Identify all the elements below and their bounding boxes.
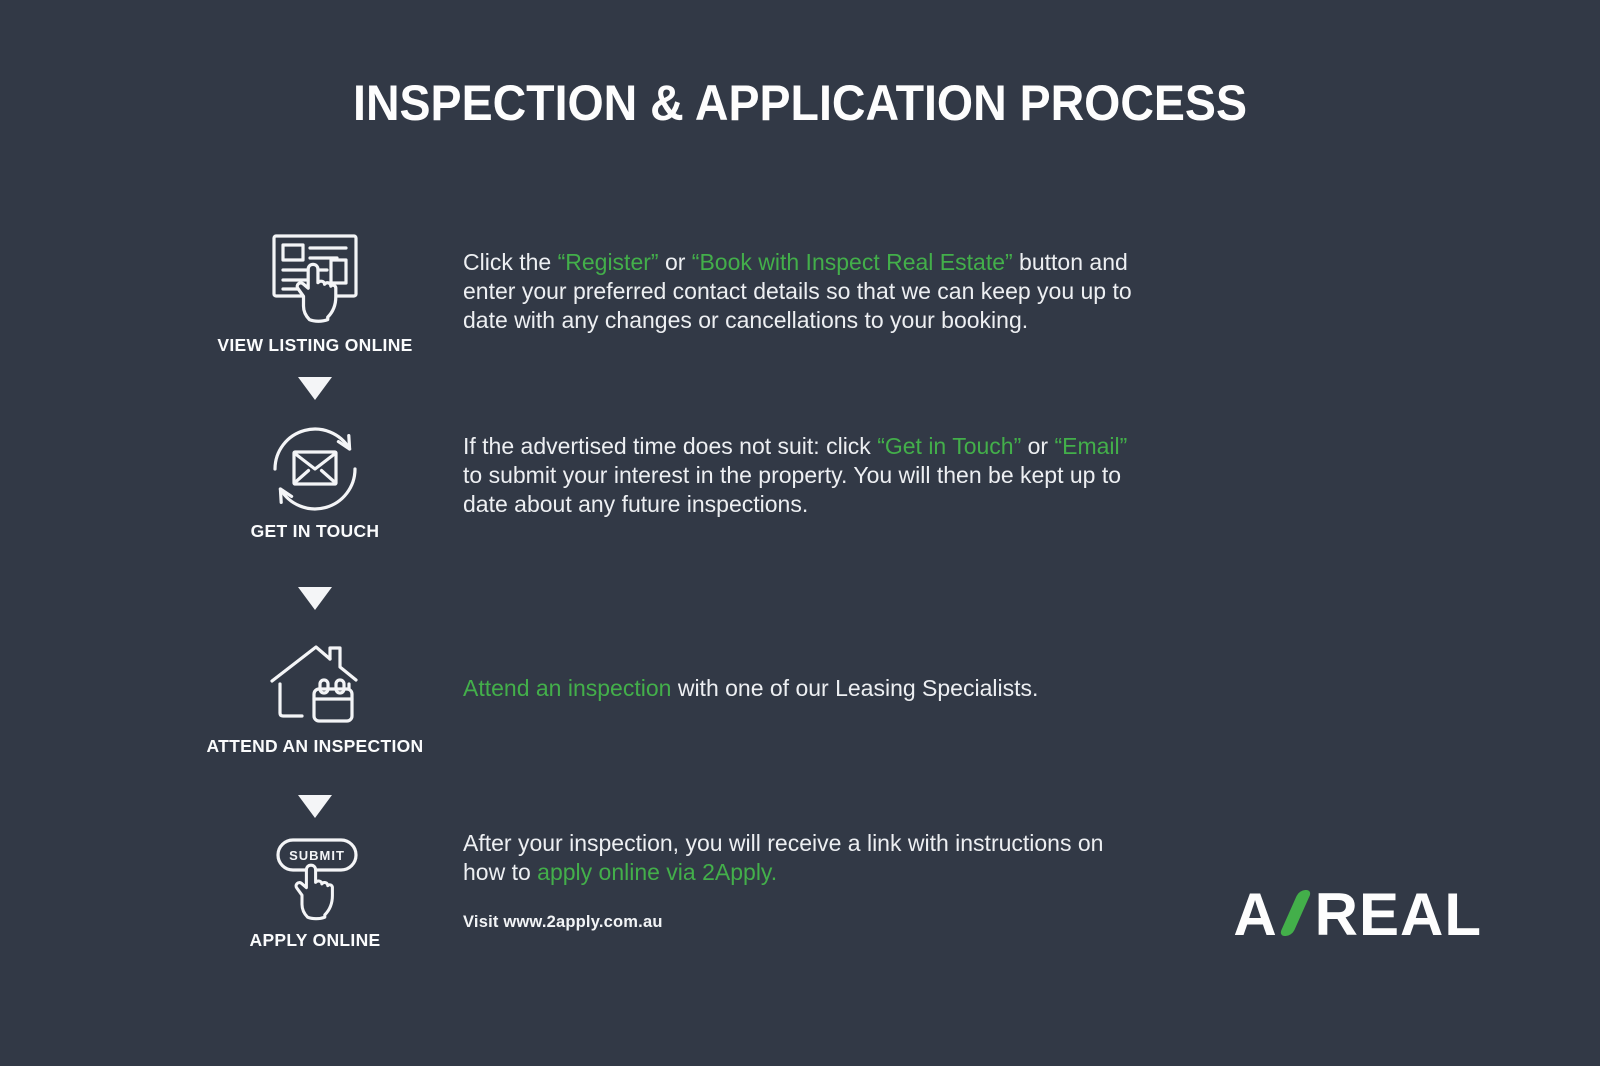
down-arrow-icon — [298, 795, 332, 818]
page-title: INSPECTION & APPLICATION PROCESS — [353, 75, 1247, 131]
down-arrow-icon — [298, 377, 332, 400]
logo-slash-icon — [1278, 890, 1311, 936]
step-description-attend-inspection: Attend an inspection with one of our Leasing Specialists. — [463, 675, 1039, 701]
visit-url-note: Visit www.2apply.com.au — [463, 913, 663, 931]
down-arrow-icon — [298, 587, 332, 610]
step-label-apply-online: APPLY ONLINE — [249, 930, 381, 950]
listing-click-icon — [270, 230, 360, 324]
step-label-view-listing: VIEW LISTING ONLINE — [217, 335, 413, 355]
submit-button-icon — [272, 834, 362, 922]
areal-logo — [1233, 880, 1482, 949]
step-label-get-in-touch: GET IN TOUCH — [250, 521, 380, 541]
step-description-apply-online: After your inspection, you will receive a link with instructions on how to apply online via 2Apply. — [463, 830, 1104, 885]
logo-suffix: REAL — [1314, 881, 1482, 948]
house-calendar-icon — [266, 635, 362, 727]
step-description-view-listing: Click the “Register” or “Book with Inspect Real Estate” button and enter your preferred contact details so that we can keep you up to date with any changes or cancellations to your booking. — [463, 249, 1132, 333]
email-sync-icon — [270, 424, 360, 514]
logo-prefix: A — [1233, 881, 1278, 948]
submit-button-label: SUBMIT — [289, 848, 345, 863]
step-label-attend-inspection: ATTEND AN INSPECTION — [206, 736, 424, 756]
step-description-get-in-touch: If the advertised time does not suit: click “Get in Touch” or “Email” to submit your interest in the property. You will then be kept up to date about any future inspections. — [463, 433, 1128, 517]
